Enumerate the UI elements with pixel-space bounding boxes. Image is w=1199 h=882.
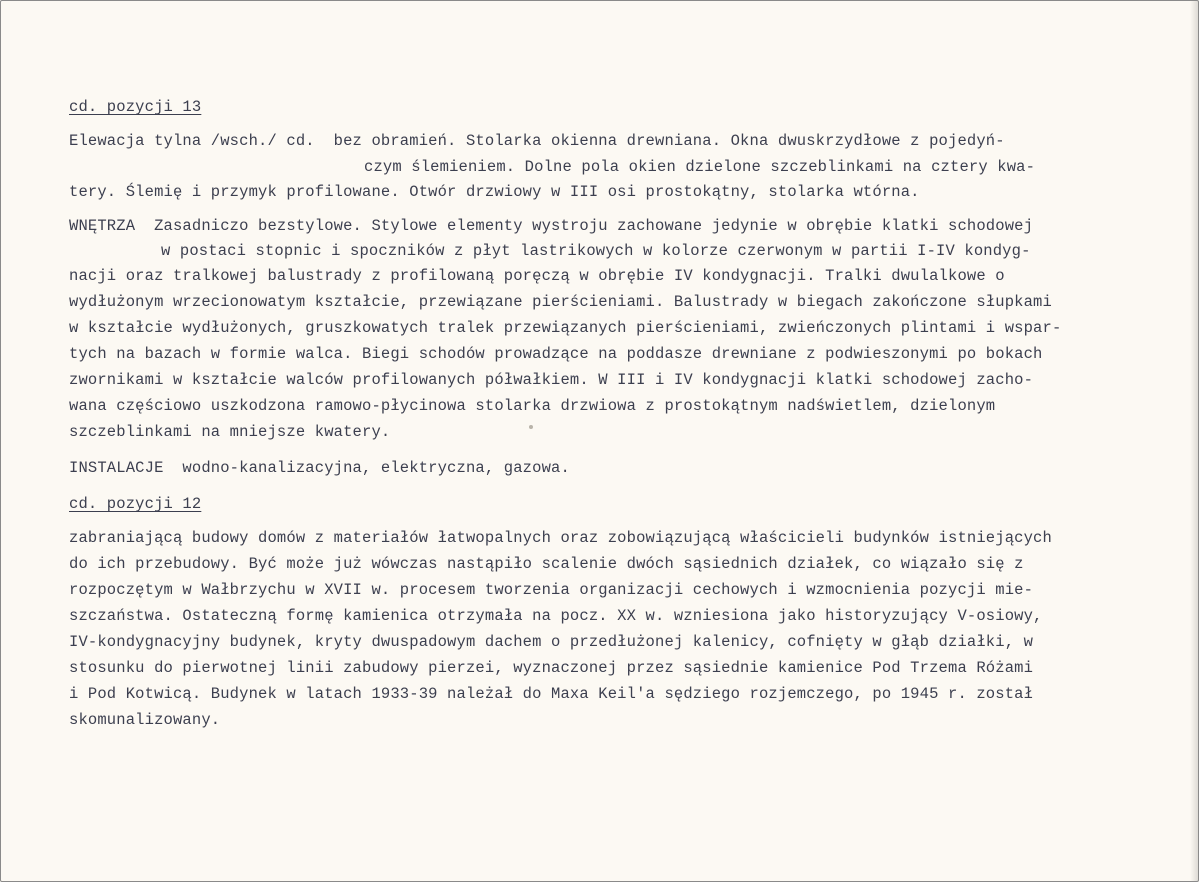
paper-speck	[529, 425, 533, 429]
text-line: Elewacja tylna /wsch./ cd. bez obramień. Stolarka okienna drewniana. Okna dwuskrzydłowe z pojedyń-	[69, 132, 1005, 150]
text-line: tery. Ślemię i przymyk profilowane. Otwór drzwiowy w III osi prostokątny, stolarka wtórna.	[69, 183, 920, 201]
wnetrza-line: wydłużonym wrzecionowatym kształcie, przewiązane pierścieniami. Balustrady w biegach zakończone słupkami	[69, 293, 1052, 311]
wnetrza-line: wana częściowo uszkodzona ramowo-płycinowa stolarka drzwiowa z prostokątnym nadświetlem, dzielonym	[69, 397, 996, 415]
wnetrza-line: tych na bazach w formie walca. Biegi schodów prowadzące na poddasze drewniane z podwieszonymi po bokach	[69, 345, 1043, 363]
text-line: stosunku do pierwotnej linii zabudowy pierzei, wyznaczonej przez sąsiednie kamienice Pod Trzema Różami	[69, 659, 1034, 677]
section-12-heading: cd. pozycji 12	[69, 495, 202, 513]
text-line: i Pod Kotwicą. Budynek w latach 1933-39 należał do Maxa Keil'a sędziego rozjemczego, po 1945 r. został	[69, 685, 1034, 703]
wnetrza-line: WNĘTRZA Zasadniczo bezstylowe. Stylowe elementy wystroju zachowane jedynie w obrębie klatki schodowej	[69, 217, 1034, 235]
wnetrza-line: w postaci stopnic i spoczników z płyt lastrikowych w kolorze czerwonym w partii I-IV kondyg-	[161, 242, 1031, 260]
wnetrza-line: zwornikami w kształcie walców profilowanych półwałkiem. W III i IV kondygnacji klatki schodowej zacho-	[69, 371, 1034, 389]
text-line: czym ślemieniem. Dolne pola okien dzielone szczeblinkami na cztery kwa-	[364, 158, 1036, 176]
text-line: IV-kondygnacyjny budynek, kryty dwuspadowym dachem o przedłużonej kalenicy, cofnięty w głąb działki, w	[69, 633, 1034, 651]
text-line: do ich przebudowy. Być może już wówczas nastąpiło scalenie dwóch sąsiednich działek, co wiązało się z	[69, 555, 1024, 573]
text-line: zabraniającą budowy domów z materiałów łatwopalnych oraz zobowiązującą właścicieli budynków istniejących	[69, 529, 1052, 547]
instalacje-line: INSTALACJE wodno-kanalizacyjna, elektryczna, gazowa.	[69, 459, 570, 477]
wnetrza-line: w kształcie wydłużonych, gruszkowatych tralek przewiązanych pierścieniami, zwieńczonych plintami i wspar-	[69, 319, 1062, 337]
text-line: skomunalizowany.	[69, 711, 221, 729]
text-line: rozpoczętym w Wałbrzychu w XVII w. procesem tworzenia organizacji cechowych i wzmocnienia pozycji mie-	[69, 581, 1034, 599]
section-13-heading: cd. pozycji 13	[69, 98, 202, 116]
text-line: szczaństwa. Ostateczną formę kamienica otrzymała na pocz. XX w. wzniesiona jako historyzujący V-osiowy,	[69, 607, 1043, 625]
wnetrza-line: szczeblinkami na mniejsze kwatery.	[69, 423, 391, 441]
wnetrza-line: nacji oraz tralkowej balustrady z profilowaną poręczą w obrębie IV kondygnacji. Tralki dwulalkowe o	[69, 267, 1005, 285]
